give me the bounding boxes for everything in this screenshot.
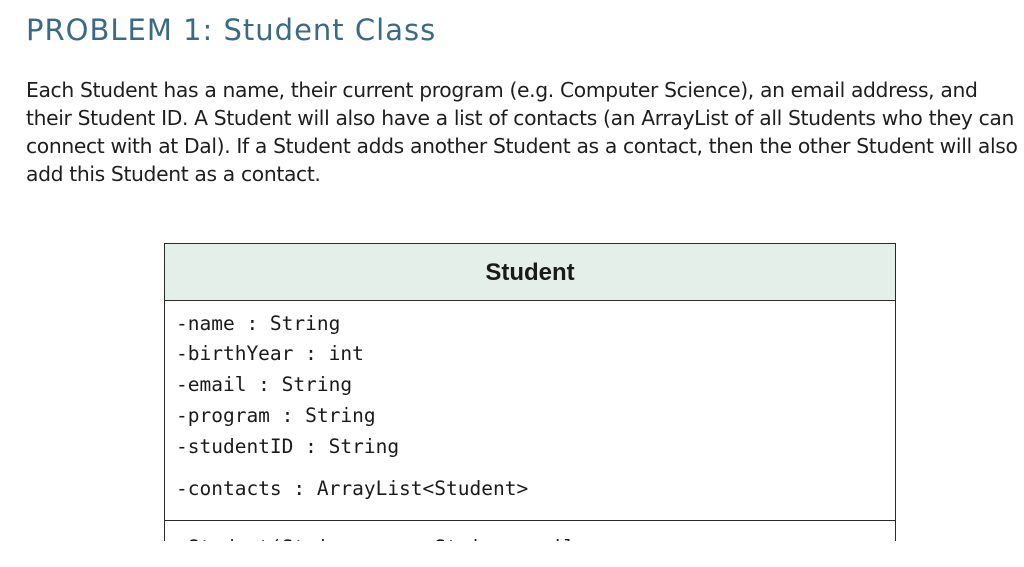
uml-attribute-name: -name : String xyxy=(176,312,341,335)
image-crop-edge xyxy=(0,541,1024,567)
uml-class-name: Student xyxy=(485,259,575,286)
uml-class-header xyxy=(165,244,895,301)
uml-class-diagram xyxy=(164,243,896,563)
uml-attribute-email: -email : String xyxy=(176,373,353,396)
uml-attribute-contacts: -contacts : ArrayList<Student> xyxy=(176,477,529,500)
uml-attribute-birthyear: -birthYear : int xyxy=(176,342,364,365)
problem-description: Each Student has a name, their current program (e.g. Computer Science), an email address, and their Student ID. A Student will also have a list of contacts (an ArrayList of all Students who they can connect with at Dal). If a Student adds another Student as a contact, then the other Student will also add this Student as a contact. xyxy=(26,78,1018,186)
uml-attribute-studentid: -studentID : String xyxy=(176,435,400,458)
uml-attribute-program: -program : String xyxy=(176,404,376,427)
slide-title: PROBLEM 1: Student Class xyxy=(26,13,437,47)
uml-attributes-section xyxy=(165,301,895,521)
